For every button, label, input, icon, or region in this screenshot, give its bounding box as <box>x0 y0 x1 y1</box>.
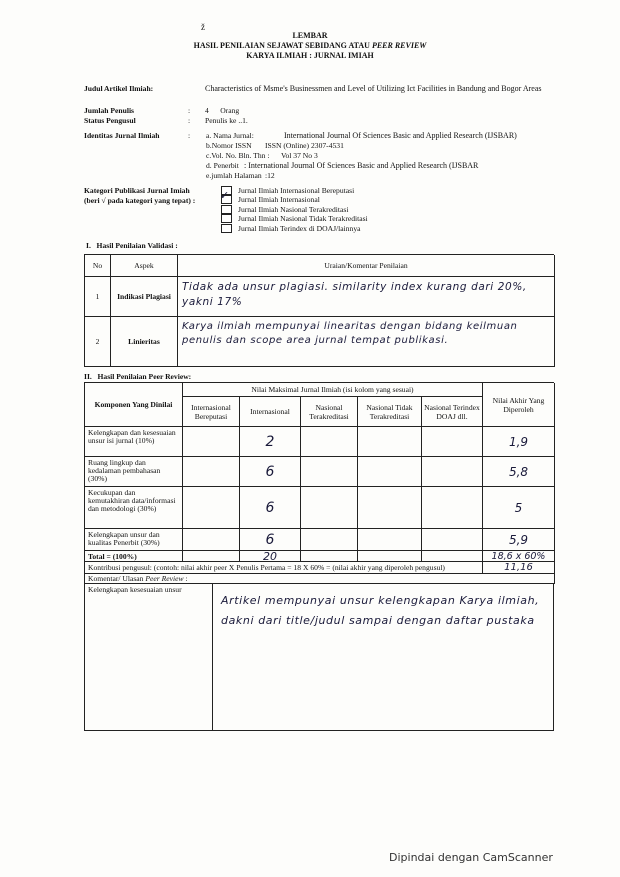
subcol-2: Internasional <box>240 397 301 427</box>
kategori-option-4: Jurnal Ilmiah Nasional Tidak Terakreditasi <box>238 214 368 223</box>
review-row-1-c4 <box>358 427 422 457</box>
review-row-1-c3 <box>301 427 358 457</box>
komentar-table <box>84 583 554 731</box>
camscanner-watermark: Dipindai dengan CamScanner <box>389 851 553 864</box>
scan-mark: ž <box>201 22 205 32</box>
identitas-colon: : <box>188 131 191 140</box>
ident-key-penerbit: d. Penerbit <box>206 161 239 170</box>
row-2-no: 2 <box>85 317 111 367</box>
review-row-3-c5 <box>422 487 483 529</box>
jumlah-label: Jumlah Penulis <box>84 106 135 115</box>
kategori-option-3: Jurnal Ilmiah Nasional Terakreditasi <box>238 205 349 214</box>
review-row-1-max: 2 <box>240 427 301 457</box>
ident-val-penerbit: : International Journal Of Sciences Basic and Applied Research (IJSBAR <box>244 161 479 170</box>
kelengkapan-label: Kelengkapan kesesuaian unsur <box>85 583 213 730</box>
kelengkapan-text: Artikel mempunyai unsur kelengkapan Karya ilmiah, dakni dari title/judul sampai dengan daftar pustaka <box>221 594 540 627</box>
review-row-4-c3 <box>301 529 358 551</box>
review-row-4-c1 <box>183 529 240 551</box>
status-label: Status Pengusul <box>84 116 136 125</box>
review-row-4-max: 6 <box>240 529 301 551</box>
row-2-komentar-cell <box>178 317 555 367</box>
review-row-2-max: 6 <box>240 457 301 487</box>
identitas-label: Identitas Jurnal Ilmiah <box>84 131 160 140</box>
review-row-1-akhir: 1,9 <box>483 427 555 457</box>
komentar-label: Komentar/ Ulasan Peer Review : <box>85 574 555 584</box>
review-row-2-c4 <box>358 457 422 487</box>
review-row-2-label: Ruang lingkup dan kedalaman pembahasan (30%) <box>85 457 183 487</box>
review-row-3-max: 6 <box>240 487 301 529</box>
review-heading: II. Hasil Penilaian Peer Review: <box>84 372 192 381</box>
judul-label: Judul Artikel Ilmiah: <box>84 84 154 93</box>
review-row-3-c3 <box>301 487 358 529</box>
header-subtitle: HASIL PENILAIAN SEJAWAT SEBIDANG ATAU PEER REVIEW <box>193 41 427 50</box>
kategori-checkbox-4[interactable] <box>221 214 232 223</box>
review-row-2-c1 <box>183 457 240 487</box>
review-row-4-label: Kelengkapan unsur dan kualitas Penerbit (30%) <box>85 529 183 551</box>
row-2-komentar: Karya ilmiah mempunyai linearitas dengan bidang keilmuan penulis dan scope area jurnal tempat publikasi. <box>182 321 518 346</box>
ident-key-nama: a. Nama Jurnal: <box>206 131 254 140</box>
col-akhir: Nilai Akhir Yang Diperoleh <box>483 383 555 427</box>
ident-val-nama: International Journal Of Sciences Basic and Applied Research (IJSBAR) <box>284 131 517 140</box>
review-row-3-c4 <box>358 487 422 529</box>
review-row-3-label: Kecukupan dan kemutakhiran data/informasi dan metodologi (30%) <box>85 487 183 529</box>
total-c4 <box>358 551 422 562</box>
row-1-komentar-cell <box>178 277 555 317</box>
ident-val-vol: Vol 37 No 3 <box>281 151 318 160</box>
subcol-3: Nasional Terakreditasi <box>301 397 358 427</box>
validasi-heading: I. Hasil Penilaian Validasi : <box>86 241 178 250</box>
jumlah-value: 4 Orang <box>205 106 240 115</box>
kategori-option-2: Jurnal Ilmiah Internasional <box>238 195 320 204</box>
judul-value: Characteristics of Msme's Businessmen and Level of Utilizing Ict Facilities in Bandung and Bogor Areas <box>205 84 542 93</box>
col-komponen: Komponen Yang Dinilai <box>85 383 183 427</box>
review-row-4-akhir: 5,9 <box>483 529 555 551</box>
review-row-2-c3 <box>301 457 358 487</box>
ident-key-issn: b.Nomor ISSN <box>206 141 252 150</box>
total-akhir: 18,6 x 60% <box>483 551 555 562</box>
total-max: 20 <box>240 551 301 562</box>
review-row-1-c1 <box>183 427 240 457</box>
total-c1 <box>183 551 240 562</box>
row-2-aspek: Linieritas <box>111 317 178 367</box>
col-group: Nilai Maksimal Jurnal Ilmiah (isi kolom yang sesuai) <box>183 383 483 397</box>
col-uraian: Uraian/Komentar Penilaian <box>178 255 555 277</box>
kontribusi-label: Kontribusi pengusul: (contoh: nilai akhir peer X Penulis Pertama = 18 X 60% = (nilai akhir yang diperoleh pengusul) <box>85 562 483 574</box>
ident-val-issn: ISSN (Online) 2307-4531 <box>265 141 344 150</box>
header-subtitle-2: KARYA ILMIAH : JURNAL IMIAH <box>246 51 374 60</box>
kategori-option-5: Jurnal Ilmiah Terindex di DOAJ/lainnya <box>238 224 361 233</box>
kategori-checkbox-3[interactable] <box>221 205 232 214</box>
kategori-instruction: (beri √ pada kategori yang tepat) : <box>84 196 196 205</box>
row-1-aspek: Indikasi Plagiasi <box>111 277 178 317</box>
review-row-4-c5 <box>422 529 483 551</box>
subcol-5: Nasional Terindex DOAJ dll. <box>422 397 483 427</box>
subcol-4: Nasional Tidak Terakreditasi <box>358 397 422 427</box>
status-colon: : <box>188 116 191 125</box>
check-mark-icon: ✓ <box>220 189 230 202</box>
review-row-4-c4 <box>358 529 422 551</box>
col-no: No <box>85 255 111 277</box>
subcol-1: Internasional Bereputasi <box>183 397 240 427</box>
total-c5 <box>422 551 483 562</box>
status-value: Penulis ke ..1. <box>205 116 248 125</box>
validasi-table <box>84 254 554 367</box>
review-row-3-c1 <box>183 487 240 529</box>
jumlah-colon: : <box>188 106 191 115</box>
total-c3 <box>301 551 358 562</box>
page-header <box>0 31 620 61</box>
total-label: Total = (100%) <box>85 551 183 562</box>
col-aspek: Aspek <box>111 255 178 277</box>
review-row-1-c5 <box>422 427 483 457</box>
kategori-option-1: Jurnal Ilmiah Internasional Bereputasi <box>238 186 355 195</box>
kontribusi-value: 11,16 <box>483 562 555 574</box>
review-row-1-label: Kelengkapan dan kesesuaian unsur isi jurnal (10%) <box>85 427 183 457</box>
ident-key-vol: c.Vol. No. Bln. Thn : <box>206 151 270 160</box>
kategori-label: Kategori Publikasi Jurnal Imiah <box>84 186 190 195</box>
row-1-komentar: Tidak ada unsur plagiasi. similarity index kurang dari 20%, yakni 17% <box>182 281 527 308</box>
header-title: LEMBAR <box>292 31 328 40</box>
review-row-2-c5 <box>422 457 483 487</box>
kategori-checkbox-5[interactable] <box>221 224 232 233</box>
review-row-3-akhir: 5 <box>483 487 555 529</box>
review-table <box>84 382 554 583</box>
ident-val-halaman: :12 <box>265 171 275 180</box>
review-row-2-akhir: 5,8 <box>483 457 555 487</box>
ident-key-halaman: e.jumlah Halaman <box>206 171 262 180</box>
row-1-no: 1 <box>85 277 111 317</box>
